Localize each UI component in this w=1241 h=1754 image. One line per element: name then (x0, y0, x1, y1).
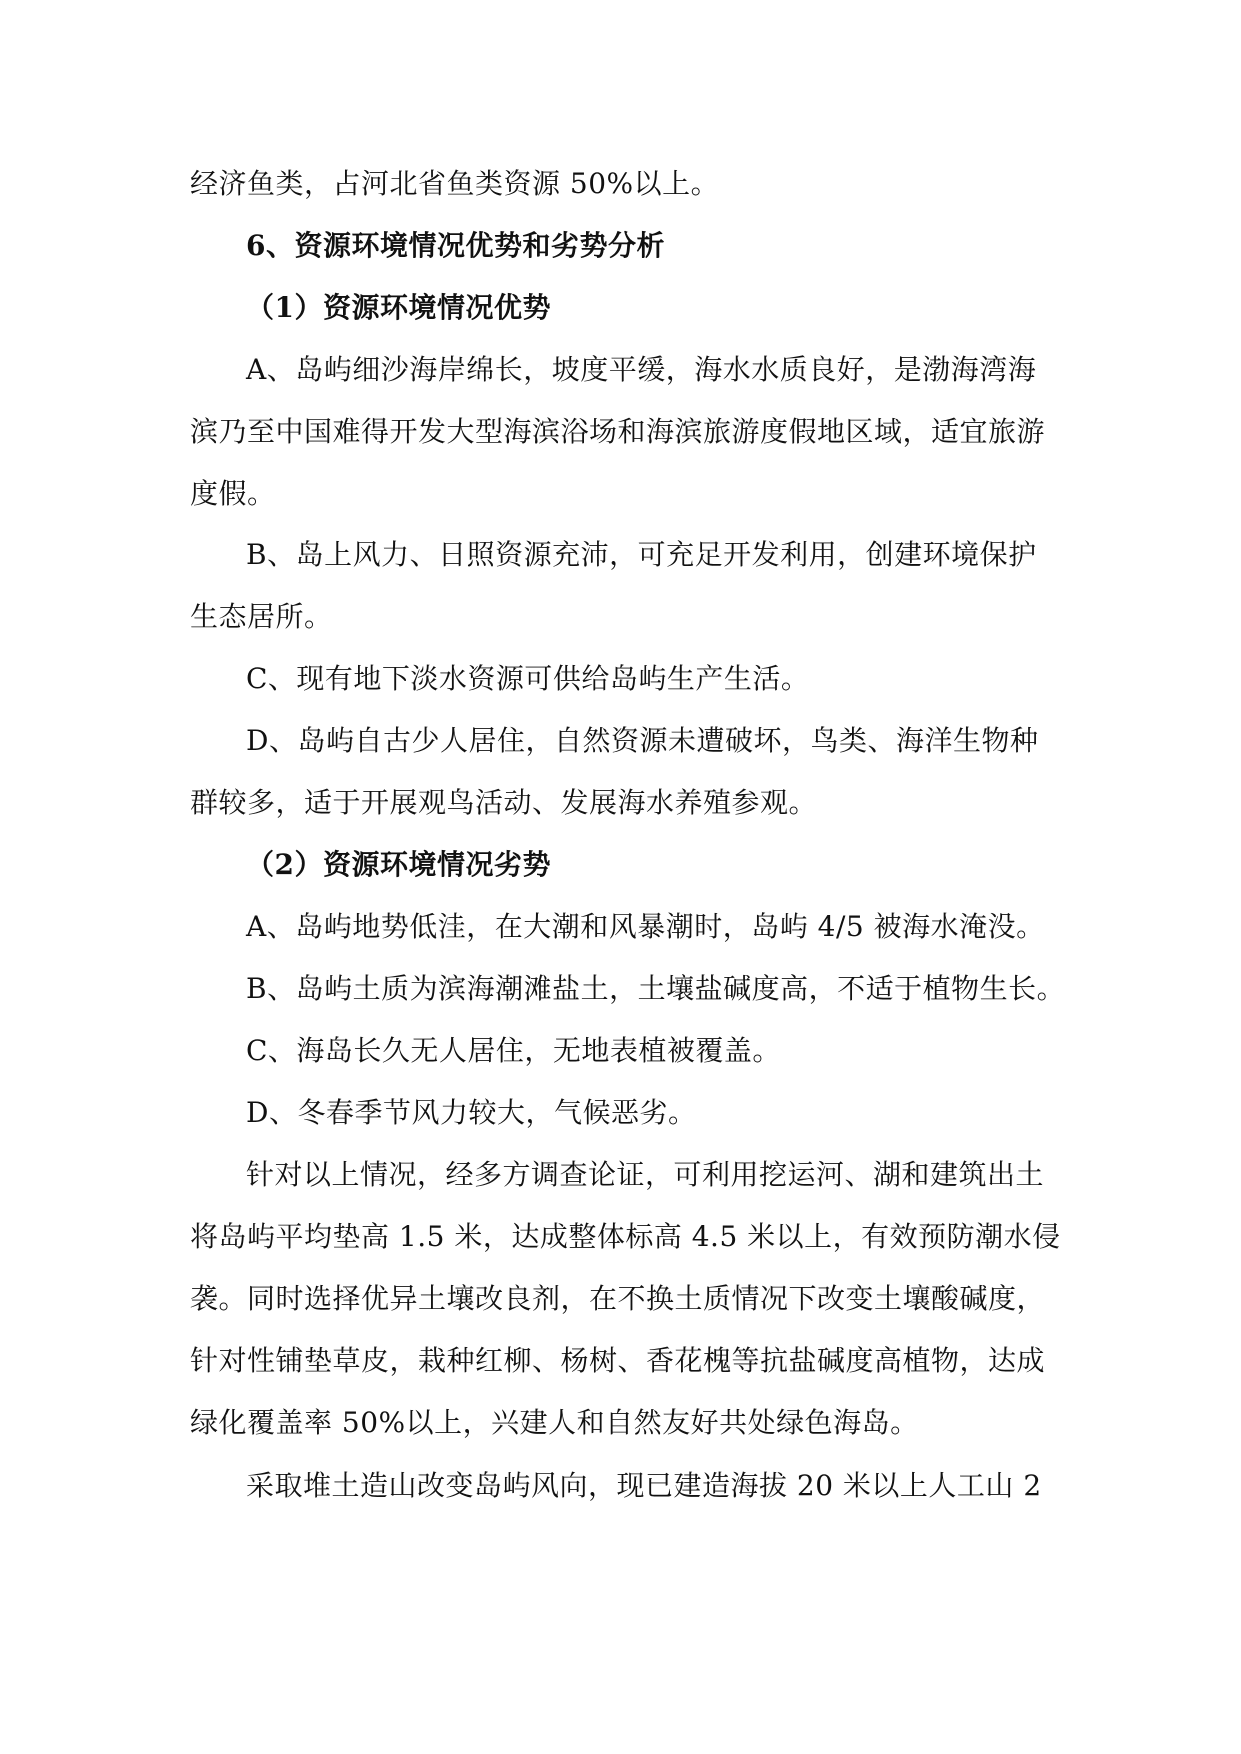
paragraph-line: 经济鱼类，占河北省鱼类资源 50%以上。 (190, 167, 720, 200)
paragraph-line: B、岛屿土质为滨海潮滩盐土，土壤盐碱度高，不适于植物生长。 (246, 972, 1066, 1005)
paragraph-line: 袭。同时选择优异土壤改良剂，在不换土质情况下改变土壤酸碱度， (190, 1282, 1046, 1315)
paragraph-line: 将岛屿平均垫高 1.5 米，达成整体标高 4.5 米以上，有效预防潮水侵 (190, 1220, 1061, 1253)
paragraph-line: 针对性铺垫草皮，栽种红柳、杨树、香花槐等抗盐碱度高植物，达成 (190, 1344, 1046, 1377)
paragraph-line: 度假。 (190, 477, 276, 510)
subsection-heading: （2）资源环境情况劣势 (246, 848, 551, 881)
subsection-heading: （1）资源环境情况优势 (246, 291, 551, 324)
paragraph-line: 生态居所。 (190, 600, 333, 633)
section-heading: 6、资源环境情况优势和劣势分析 (246, 229, 665, 262)
paragraph-line: B、岛上风力、日照资源充沛，可充足开发利用，创建环境保护 (246, 538, 1037, 571)
paragraph-line: 针对以上情况，经多方调查论证，可利用挖运河、湖和建筑出土 (246, 1158, 1045, 1191)
paragraph-line: A、岛屿细沙海岸绵长，坡度平缓，海水水质良好，是渤海湾海 (246, 353, 1037, 386)
paragraph-line: 群较多，适于开展观鸟活动、发展海水养殖参观。 (190, 786, 818, 819)
paragraph-line: D、冬春季节风力较大，气候恶劣。 (246, 1096, 697, 1129)
paragraph-line: C、海岛长久无人居住，无地表植被覆盖。 (246, 1034, 781, 1067)
paragraph-line: 采取堆土造山改变岛屿风向，现已建造海拔 20 米以上人工山 2 (246, 1469, 1042, 1502)
paragraph-line: C、现有地下淡水资源可供给岛屿生产生活。 (246, 662, 810, 695)
paragraph-line: D、岛屿自古少人居住，自然资源未遭破坏，鸟类、海洋生物种 (246, 724, 1039, 757)
paragraph-line: A、岛屿地势低洼，在大潮和风暴潮时，岛屿 4/5 被海水淹没。 (246, 910, 1045, 943)
paragraph-line: 绿化覆盖率 50%以上，兴建人和自然友好共处绿色海岛。 (190, 1406, 919, 1439)
paragraph-line: 滨乃至中国难得开发大型海滨浴场和海滨旅游度假地区域，适宜旅游 (190, 415, 1046, 448)
